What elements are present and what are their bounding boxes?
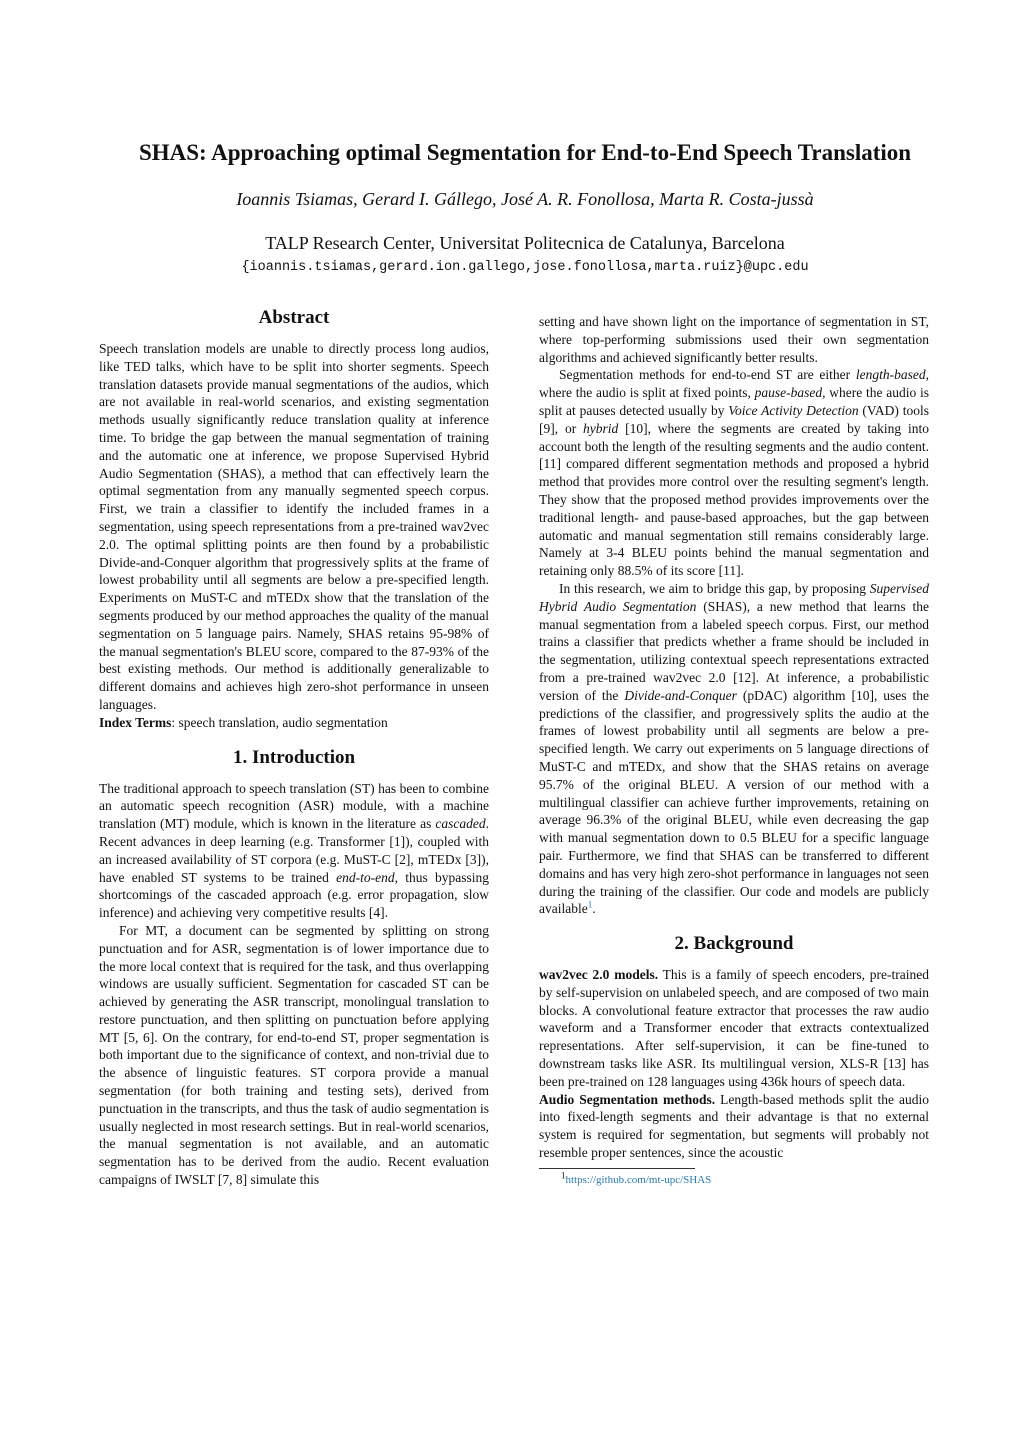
introduction-heading: 1. Introduction — [232, 746, 356, 768]
index-terms — [99, 714, 489, 732]
intro-p3-emph-2: pause-based — [754, 385, 823, 401]
affiliation: TALP Research Center, Universitat Politecnica de Catalunya, Barcelona — [265, 233, 785, 253]
intro-p3-text: Segmentation methods for end-to-end ST are either — [559, 367, 856, 383]
intro-p1-emph-2: end-to-end — [336, 869, 395, 885]
intro-paragraph-4 — [539, 580, 929, 918]
intro-p4-text: In this research, we aim to bridge this gap, by proposing — [559, 580, 870, 596]
right-column — [539, 313, 929, 1187]
intro-p3-emph: length-based — [855, 367, 926, 383]
intro-p3-emph-4: hybrid — [583, 420, 619, 436]
abstract-heading: Abstract — [258, 307, 330, 328]
footnote-link[interactable]: https://github.com/mt-upc/SHAS — [565, 1173, 712, 1186]
footnote-divider — [539, 1168, 695, 1169]
segmentation-text: Length-based methods split the audio into fixed-length segments and their advantage is that no external system is required for segmentation, but segments will probably not resemble proper sentences, since the acoustic — [539, 1091, 929, 1161]
left-column — [99, 306, 489, 1189]
intro-paragraph-2-continued: setting and have shown light on the importance of segmentation in ST, where top-performing submissions used their own segmentation algorithms and achieved significantly better results. — [539, 314, 929, 365]
author-list: Ioannis Tsiamas, Gerard I. Gállego, José A. R. Fonollosa, Marta R. Costa-jussà — [236, 189, 814, 209]
intro-paragraph-1 — [99, 780, 489, 922]
intro-p4-text-3: (pDAC) algorithm [10], uses the predictions of the classifier, and progressively splits the audio at the frames of lowest probability until all segments are below a pre-specified length. We carry out experiments on 5 language directions of MuST-C and mTEDx, and show that the SHAS retains on average 95.7% of the original BLEU. A version of our method with a multilingual classifier can achieve further improvements, retaining on average 96.3% of the original BLEU, while even decreasing the gap with manual segmentation down to 0.5 BLEU for a specific language pair. Furthermore, we find that SHAS can be transferred to different domains and has very high zero-shot performance in languages not seen during the training of the classifier. Our code and models are publicly available — [539, 687, 930, 917]
background-heading: 2. Background — [674, 933, 794, 955]
footnote-marker[interactable]: 1 — [587, 899, 593, 910]
intro-p3-text-5: [10], where the segments are created by taking into account both the length of the resulting segments and the audio content. [11] compared different segmentation methods and proposed a hybrid method that provides more control over the resulting segment's length. They show that the proposed method provides improvements over the traditional length- and pause-based approaches, but the gap between automatic and manual segmentation still remains considerably large. Namely at 3-4 BLEU points behind the manual segmentation and retaining only 88.5% of its score [11]. — [539, 420, 929, 579]
intro-p3-text-4: (VAD) tools [9], or — [539, 402, 929, 436]
footnote-number: 1 — [561, 1170, 566, 1181]
background-segmentation-paragraph — [539, 1091, 929, 1162]
intro-p4-end: . — [592, 901, 596, 917]
background-wav2vec-paragraph — [539, 966, 929, 1091]
intro-p3-emph-3: Voice Activity Detection — [728, 402, 859, 418]
author-emails: {ioannis.tsiamas,gerard.ion.gallego,jose.fonollosa,marta.ruiz}@upc.edu — [241, 260, 809, 275]
intro-p1-text-2: . Recent advances in deep learning (e.g. Transformer [1]), coupled with an increased availability of ST corpora (e.g. MuST-C [2], mTEDx [3]), have enabled ST systems to be trained — [99, 816, 489, 885]
abstract-text: Speech translation models are unable to directly process long audios, like TED talks, which have to be split into shorter segments. Speech translation datasets provide manual segmentations of the audios, which are not available in real-world scenarios, and existing segmentation methods usually significantly reduce translation quality at inference time. To bridge the gap between the manual segmentation of training and the automatic one at inference, we propose Supervised Hybrid Audio Segmentation (SHAS), a method that can effectively learn the optimal segmentation from any manually segmented speech corpus. First, we train a classifier to identify the included frames in a segmentation, using speech representations from a pre-trained wav2vec 2.0. The optimal splitting points are then found by a probabilistic Divide-and-Conquer algorithm that progressively splits at the frame of lowest probability until all segments are below a pre-specified length. Experiments on MuST-C and mTEDx show that the translation of the segments produced by our method approaches the quality of the manual segmentation on 5 language pairs. Namely, SHAS retains 95-98% of the manual segmentation's BLEU score, compared to the 87-93% of the best existing methods. Our method is additionally generalizable to different domains and achieves high zero-shot performance in unseen languages. — [99, 341, 489, 712]
wav2vec-lead: wav2vec 2.0 models. — [539, 967, 659, 983]
intro-p4-emph: Supervised Hybrid Audio Segmentation — [539, 580, 929, 614]
intro-p1-emph: cascaded — [435, 816, 486, 832]
paper-title: SHAS: Approaching optimal Segmentation for End-to-End Speech Translation — [138, 140, 912, 165]
wav2vec-text: This is a family of speech encoders, pre-trained by self-supervision on unlabeled speech, and are composed of two main blocks. A convolutional feature extractor that processes the raw audio waveform and a Transformer encoder that extracts contextualized representations. After self-supervision, it can be fine-tuned to downstream tasks like ASR. Its multilingual version, XLS-R [13] has been pre-trained on 128 languages using 436k hours of speech data. — [539, 967, 929, 1089]
index-terms-text: : speech translation, audio segmentation — [171, 714, 388, 730]
intro-p1-text-3: , thus bypassing shortcomings of the cascaded approach (e.g. error propagation, slow inference) and achieving very competitive results [4]. — [99, 869, 489, 921]
intro-paragraph-2: For MT, a document can be segmented by splitting on strong punctuation and for ASR, segmentation is of lower importance due to the more local context that is required for the task, and thus overlapping windows are usually sufficient. Segmentation for cascaded ST can be achieved by generating the ASR transcript, monolingual translation to restore punctuation, and then splitting on punctuation before applying MT [5, 6]. On the contrary, for end-to-end ST, proper segmentation is both important due to the significance of context, and non-trivial due to the absence of linguistic features. ST corpora provide a manual segmentation (for both training and testing sets), derived from punctuation in the transcripts, and thus the task of audio segmentation is usually neglected in most research settings. But in real-world scenarios, the manual segmentation is not available, and an automatic segmentation has to be derived from the audio. Recent evaluation campaigns of IWSLT [7, 8] simulate this — [99, 922, 489, 1188]
intro-p4-emph-2: Divide-and-Conquer — [624, 687, 737, 703]
index-terms-label: Index Terms — [99, 714, 172, 730]
footnote — [561, 1170, 929, 1187]
intro-p3-text-2: , where the audio is split at fixed points, — [539, 367, 929, 401]
intro-p1-text: The traditional approach to speech translation (ST) has been to combine an automatic speech recognition (ASR) module, with a machine translation (MT) module, which is known in the literature as — [99, 780, 489, 832]
intro-paragraph-3 — [539, 366, 929, 580]
intro-p3-text-3: , where the audio is split at pauses detected usually by — [539, 385, 930, 418]
intro-p4-text-2: (SHAS), a new method that learns the manual segmentation from a labeled speech corpus. First, our method trains a classifier that predicts whether a frame should be included in the segmentation, utilizing contextual speech representations extracted from a pre-trained wav2vec 2.0 [12]. At inference, a probabilistic version of the — [539, 598, 930, 703]
segmentation-lead: Audio Segmentation methods. — [539, 1091, 716, 1107]
arxiv-identifier — [16, 460, 76, 1060]
arxiv-identifier-svg — [16, 460, 76, 1060]
